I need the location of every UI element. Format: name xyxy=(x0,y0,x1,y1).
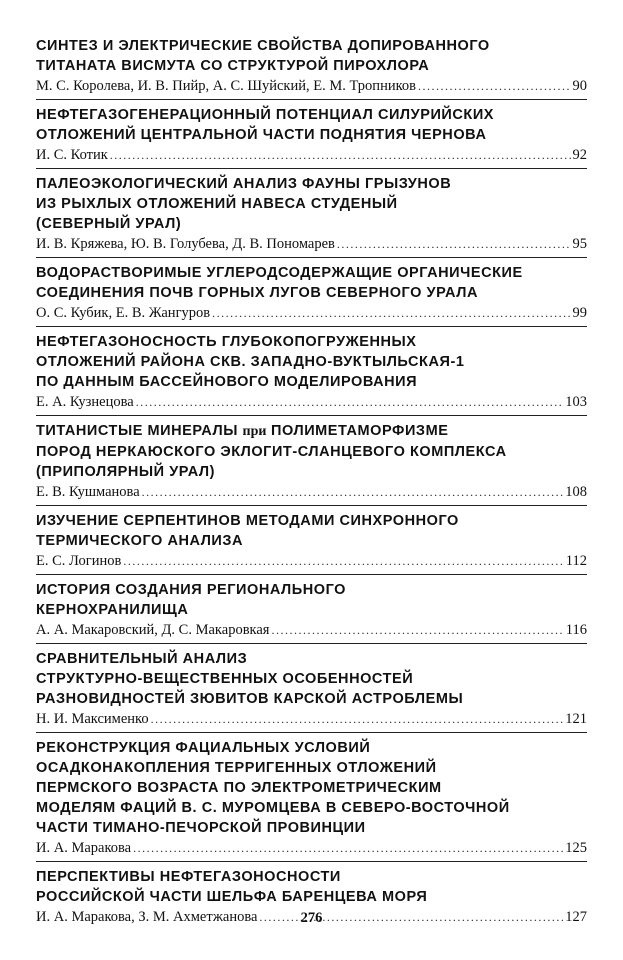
entry-authors: О. С. Кубик, Е. В. Жангуров xyxy=(36,305,211,321)
entry-divider xyxy=(36,574,587,575)
entry-divider xyxy=(36,505,587,506)
dot-leader xyxy=(133,838,563,858)
dot-leader xyxy=(337,234,571,254)
entry-title-line: РЕКОНСТРУКЦИЯ ФАЦИАЛЬНЫХ УСЛОВИЙ xyxy=(36,740,371,756)
toc-entry[interactable] xyxy=(36,332,587,412)
title-preposition: при xyxy=(242,424,267,439)
entry-authors: Е. А. Кузнецова xyxy=(36,394,134,410)
entry-divider xyxy=(36,168,587,169)
entry-authors-row xyxy=(36,234,587,254)
entry-title-line: РОССИЙСКОЙ ЧАСТИ ШЕЛЬФА БАРЕНЦЕВА МОРЯ xyxy=(36,889,428,905)
entry-page-number: 108 xyxy=(565,484,587,500)
entry-title-line: РАЗНОВИДНОСТЕЙ ЗЮВИТОВ КАРСКОЙ АСТРОБЛЕМЫ xyxy=(36,691,464,707)
entry-page-number: 116 xyxy=(565,622,587,638)
entry-authors: Е. В. Кушманова xyxy=(36,484,140,500)
entry-title-line: ТИТАНИСТЫЕ МИНЕРАЛЫ при ПОЛИМЕТАМОРФИЗМЕ xyxy=(36,423,449,439)
dot-leader xyxy=(151,709,564,729)
toc-entry[interactable] xyxy=(36,263,587,323)
entry-authors: И. А. Маракова, З. М. Ахметжанова xyxy=(36,909,258,925)
entry-title-line: ИЗУЧЕНИЕ СЕРПЕНТИНОВ МЕТОДАМИ СИНХРОННОГО xyxy=(36,513,459,529)
entry-title-line: (ПРИПОЛЯРНЫЙ УРАЛ) xyxy=(36,464,216,480)
entry-title-line: ПО ДАННЫМ БАССЕЙНОВОГО МОДЕЛИРОВАНИЯ xyxy=(36,374,418,390)
entry-title-line: МОДЕЛЯМ ФАЦИЙ В. С. МУРОМЦЕВА В СЕВЕРО-ВОСТОЧНОЙ xyxy=(36,800,510,816)
entry-page-number: 103 xyxy=(565,394,587,410)
entry-title-line: (СЕВЕРНЫЙ УРАЛ) xyxy=(36,216,182,232)
entry-title-line: КЕРНОХРАНИЛИЩА xyxy=(36,602,189,618)
dot-leader xyxy=(418,76,571,96)
entry-page-number: 121 xyxy=(565,711,587,727)
entry-page-number: 112 xyxy=(565,553,587,569)
entry-title-line: СОЕДИНЕНИЯ ПОЧВ ГОРНЫХ ЛУГОВ СЕВЕРНОГО УРАЛА xyxy=(36,285,478,301)
entry-title-line: ИЗ РЫХЛЫХ ОТЛОЖЕНИЙ НАВЕСА СТУДЕНЫЙ xyxy=(36,196,398,212)
entry-authors: Е. С. Логинов xyxy=(36,553,122,569)
entry-title-line: ОСАДКОНАКОПЛЕНИЯ ТЕРРИГЕННЫХ ОТЛОЖЕНИЙ xyxy=(36,760,437,776)
dot-leader xyxy=(136,392,564,412)
page-number: 276 xyxy=(300,910,323,926)
entry-authors: Н. И. Максименко xyxy=(36,711,149,727)
entry-authors-row xyxy=(36,551,587,571)
entry-authors-row xyxy=(36,303,587,323)
entry-title-line: ПОРОД НЕРКАЮСКОГО ЭКЛОГИТ-СЛАНЦЕВОГО КОМПЛЕКСА xyxy=(36,444,507,460)
entry-title-line: ТИТАНАТА ВИСМУТА СО СТРУКТУРОЙ ПИРОХЛОРА xyxy=(36,58,430,74)
entry-title-line: СТРУКТУРНО-ВЕЩЕСТВЕННЫХ ОСОБЕННОСТЕЙ xyxy=(36,671,414,687)
entry-title-line: ОТЛОЖЕНИЙ РАЙОНА СКВ. ЗАПАДНО-ВУКТЫЛЬСКАЯ-1 xyxy=(36,354,465,370)
toc-entry[interactable] xyxy=(36,421,587,502)
entry-title-line: ИСТОРИЯ СОЗДАНИЯ РЕГИОНАЛЬНОГО xyxy=(36,582,347,598)
entry-authors-row xyxy=(36,838,587,858)
entry-authors: И. С. Котик xyxy=(36,147,108,163)
entry-divider xyxy=(36,415,587,416)
entry-divider xyxy=(36,257,587,258)
entry-page-number: 99 xyxy=(572,305,587,321)
toc-entry[interactable] xyxy=(36,580,587,640)
entry-title-line: ПЕРМСКОГО ВОЗРАСТА ПО ЭЛЕКТРОМЕТРИЧЕСКИМ xyxy=(36,780,442,796)
entry-divider xyxy=(36,861,587,862)
entry-title-line: ЧАСТИ ТИМАНО-ПЕЧОРСКОЙ ПРОВИНЦИИ xyxy=(36,820,366,836)
toc-entry[interactable] xyxy=(36,174,587,254)
entry-title-line: ПЕРСПЕКТИВЫ НЕФТЕГАЗОНОСНОСТИ xyxy=(36,869,341,885)
entry-divider xyxy=(36,732,587,733)
entry-page-number: 125 xyxy=(565,840,587,856)
entry-authors: М. С. Королева, И. В. Пийр, А. С. Шуйский, Е. М. Тропников xyxy=(36,78,416,94)
entry-divider xyxy=(36,326,587,327)
entry-page-number: 127 xyxy=(565,909,587,925)
entry-title-line: ПАЛЕОЭКОЛОГИЧЕСКИЙ АНАЛИЗ ФАУНЫ ГРЫЗУНОВ xyxy=(36,176,452,192)
toc-entry[interactable] xyxy=(36,36,587,96)
toc-entry[interactable] xyxy=(36,511,587,571)
entry-page-number: 90 xyxy=(572,78,587,94)
dot-leader xyxy=(271,620,563,640)
entry-title-line: НЕФТЕГАЗОНОСНОСТЬ ГЛУБОКОПОГРУЖЕННЫХ xyxy=(36,334,417,350)
dot-leader xyxy=(142,482,564,502)
dot-leader xyxy=(212,303,570,323)
entry-authors-row xyxy=(36,620,587,640)
entry-title-line: НЕФТЕГАЗОГЕНЕРАЦИОННЫЙ ПОТЕНЦИАЛ СИЛУРИЙСКИХ xyxy=(36,107,495,123)
entry-authors-row xyxy=(36,145,587,165)
entry-authors-row xyxy=(36,482,587,502)
entry-authors: И. В. Кряжева, Ю. В. Голубева, Д. В. Пономарев xyxy=(36,236,335,252)
entry-authors: И. А. Маракова xyxy=(36,840,132,856)
entry-authors-row xyxy=(36,709,587,729)
entry-title-line: ВОДОРАСТВОРИМЫЕ УГЛЕРОДСОДЕРЖАЩИЕ ОРГАНИЧЕСКИЕ xyxy=(36,265,523,281)
entry-page-number: 92 xyxy=(572,147,587,163)
toc-entry[interactable] xyxy=(36,649,587,729)
entry-title-line: СИНТЕЗ И ЭЛЕКТРИЧЕСКИЕ СВОЙСТВА ДОПИРОВАННОГО xyxy=(36,38,490,54)
entry-divider xyxy=(36,643,587,644)
table-of-contents xyxy=(36,36,587,927)
toc-entry[interactable] xyxy=(36,738,587,858)
entry-title-line: ОТЛОЖЕНИЙ ЦЕНТРАЛЬНОЙ ЧАСТИ ПОДНЯТИЯ ЧЕРНОВА xyxy=(36,127,487,143)
dot-leader xyxy=(110,145,571,165)
toc-entry[interactable] xyxy=(36,105,587,165)
entry-authors-row xyxy=(36,392,587,412)
entry-authors: А. А. Макаровский, Д. С. Макаровкая xyxy=(36,622,270,638)
entry-title-line: СРАВНИТЕЛЬНЫЙ АНАЛИЗ xyxy=(36,651,248,667)
entry-authors-row xyxy=(36,76,587,96)
entry-page-number: 95 xyxy=(572,236,587,252)
entry-divider xyxy=(36,99,587,100)
dot-leader xyxy=(123,551,563,571)
entry-title-line: ТЕРМИЧЕСКОГО АНАЛИЗА xyxy=(36,533,244,549)
